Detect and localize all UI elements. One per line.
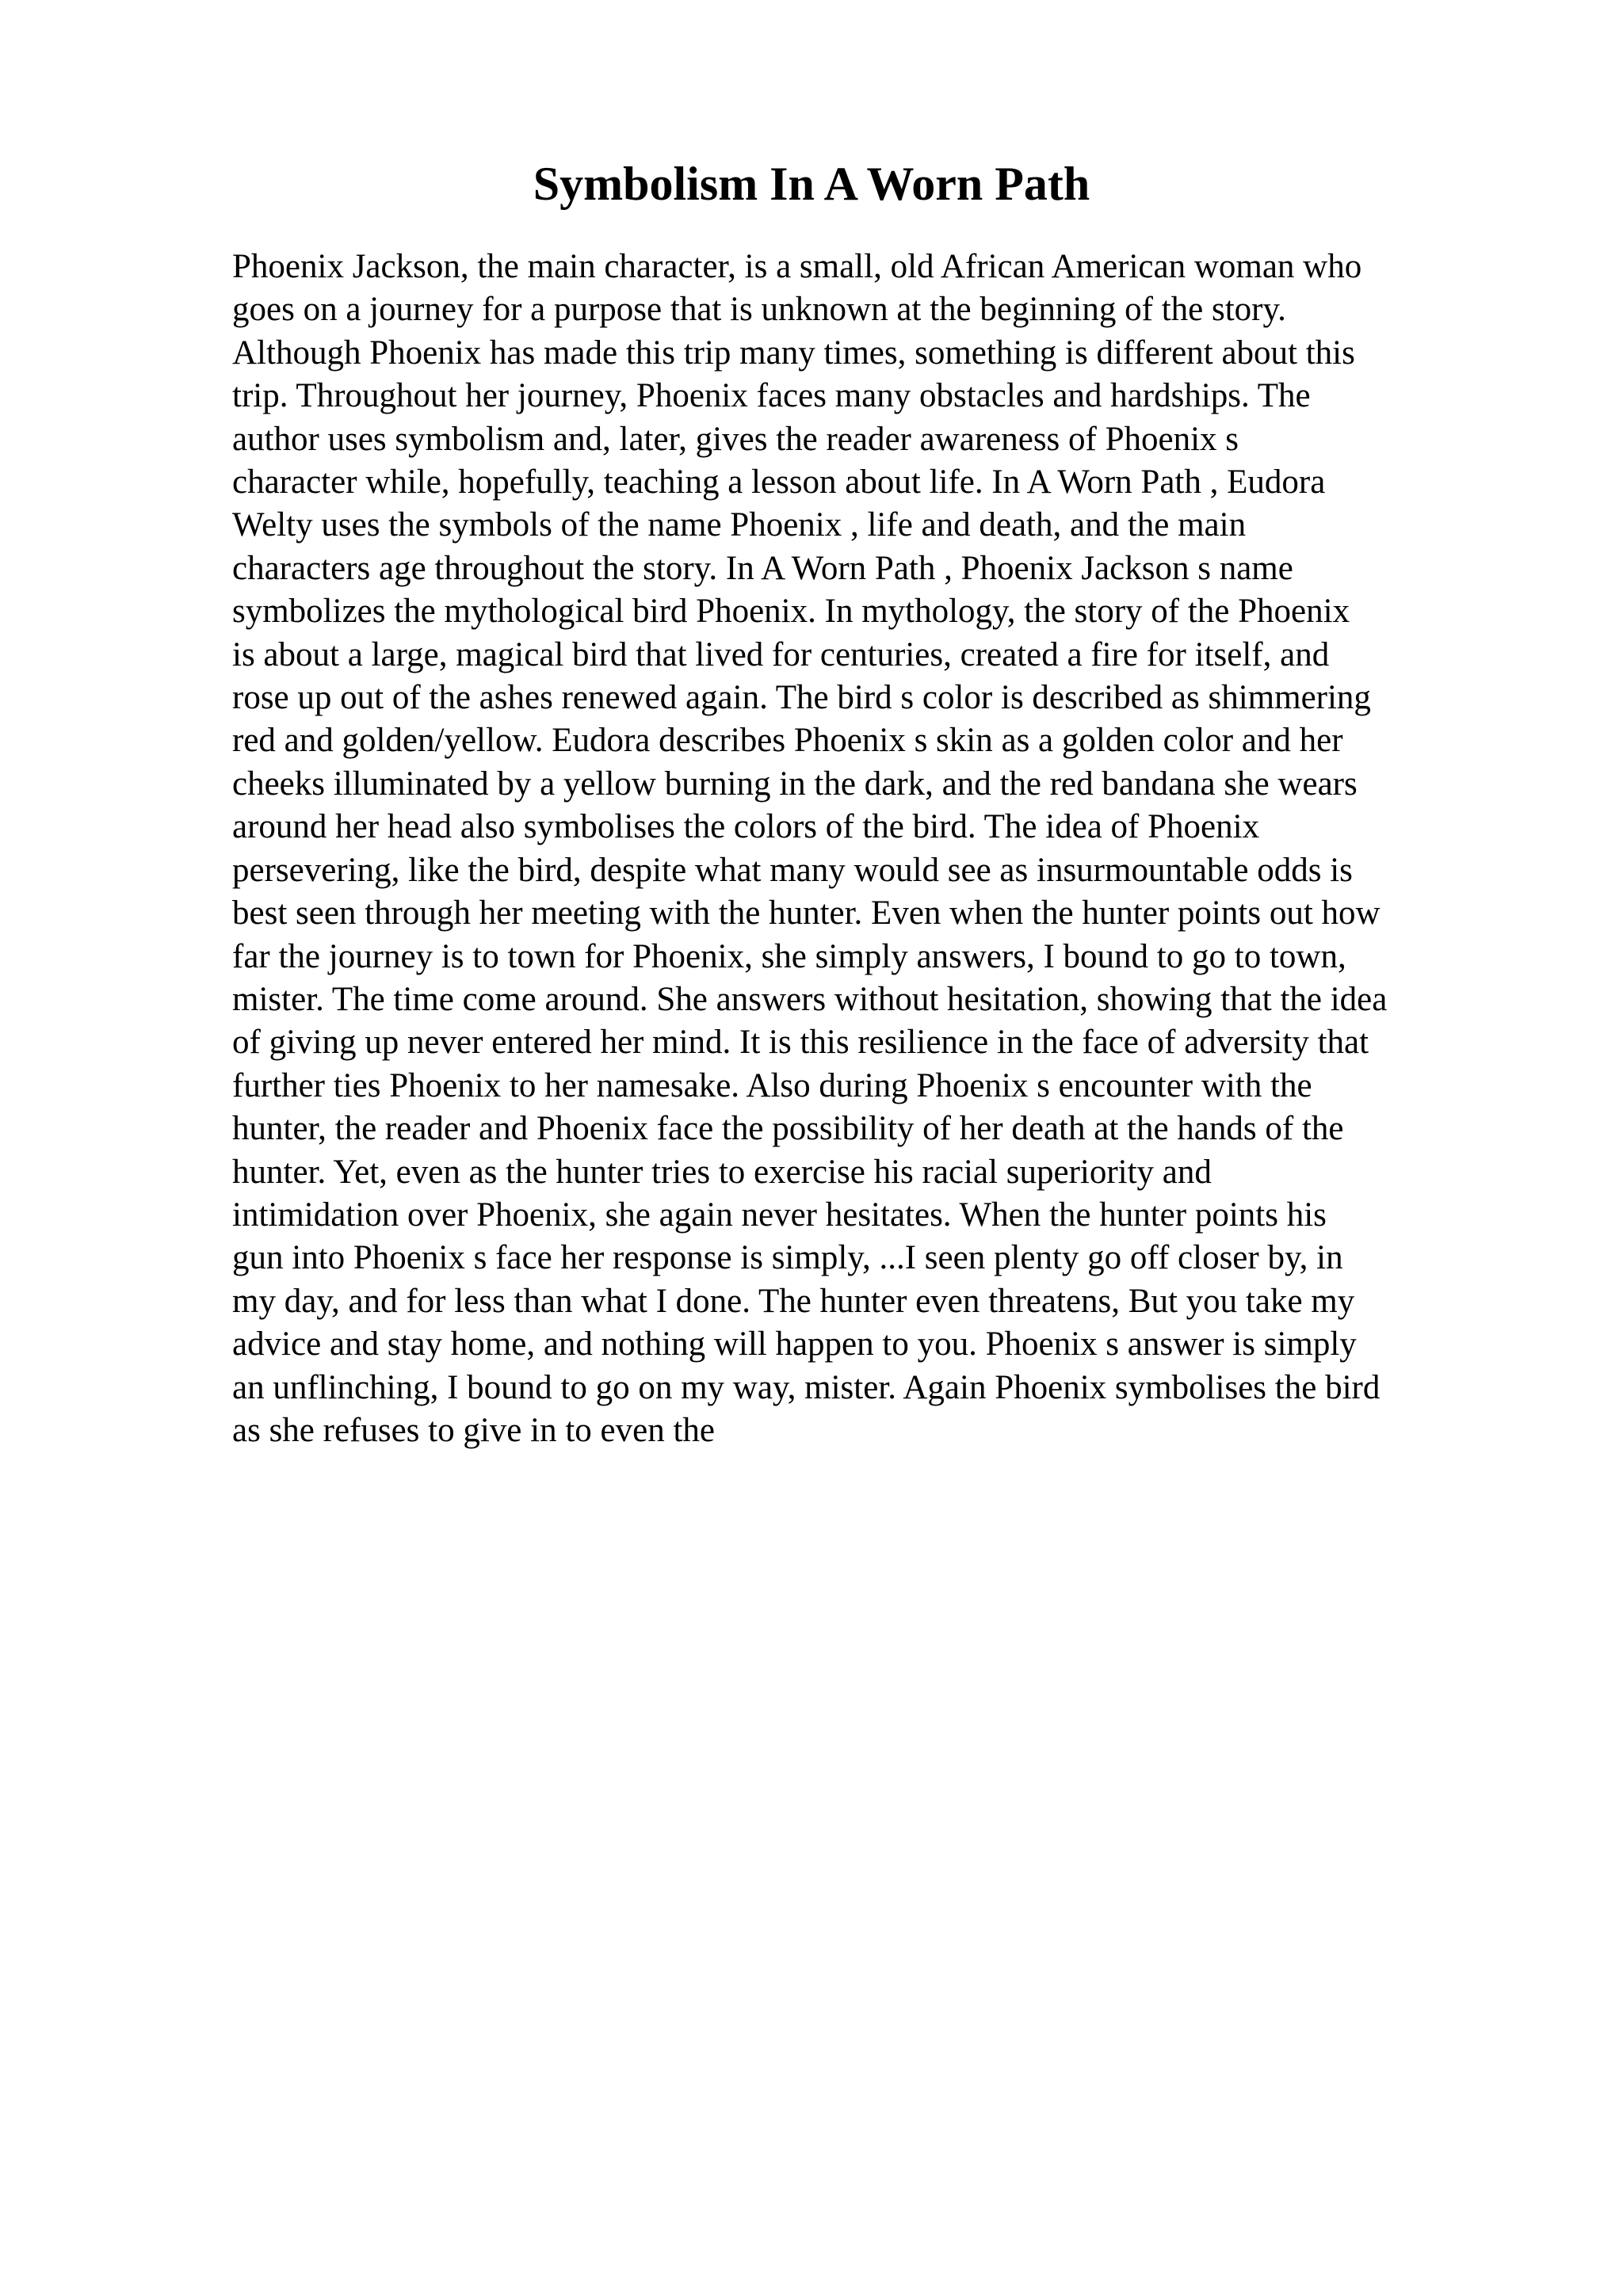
body-line: author uses symbolism and, later, gives the reader awareness of Phoenix s bbox=[232, 420, 1239, 458]
body-line: symbolizes the mythological bird Phoenix. In mythology, the story of the Phoenix bbox=[232, 593, 1350, 631]
body-line: Phoenix Jackson, the main character, is a small, old African American woman who bbox=[232, 248, 1362, 285]
body-line: goes on a journey for a purpose that is unknown at the beginning of the story. bbox=[232, 291, 1286, 329]
body-line: intimidation over Phoenix, she again never hesitates. When the hunter points his bbox=[232, 1196, 1327, 1234]
body-line: Welty uses the symbols of the name Phoenix , life and death, and the main bbox=[232, 506, 1247, 544]
body-line: advice and stay home, and nothing will happen to you. Phoenix s answer is simply bbox=[232, 1325, 1357, 1363]
body-line: gun into Phoenix s face her response is simply, ...I seen plenty go off closer by, in bbox=[232, 1239, 1343, 1277]
body-line: is about a large, magical bird that lived for centuries, created a fire for itself, and bbox=[232, 635, 1330, 673]
document-title: Symbolism In A Worn Path bbox=[533, 158, 1090, 210]
body-line: characters age throughout the story. In A Worn Path , Phoenix Jackson s name bbox=[232, 549, 1293, 587]
body-line: hunter, the reader and Phoenix face the possibility of her death at the hands of the bbox=[232, 1110, 1344, 1148]
body-line: persevering, like the bird, despite what many would see as insurmountable odds is bbox=[232, 851, 1353, 889]
body-line: an unflinching, I bound to go on my way, mister. Again Phoenix symbolises the bird bbox=[232, 1368, 1381, 1406]
document-body bbox=[232, 246, 1532, 1452]
body-line: trip. Throughout her journey, Phoenix faces many obstacles and hardships. The bbox=[232, 377, 1311, 415]
body-line: hunter. Yet, even as the hunter tries to exercise his racial superiority and bbox=[232, 1153, 1212, 1191]
body-line: best seen through her meeting with the hunter. Even when the hunter points out how bbox=[232, 894, 1381, 933]
body-line: of giving up never entered her mind. It is this resilience in the face of adversity that bbox=[232, 1024, 1369, 1062]
body-line: character while, hopefully, teaching a lesson about life. In A Worn Path , Eudora bbox=[232, 463, 1326, 502]
body-line: red and golden/yellow. Eudora describes Phoenix s skin as a golden color and her bbox=[232, 722, 1343, 760]
body-line: rose up out of the ashes renewed again. The bird s color is described as shimmering bbox=[232, 679, 1371, 717]
body-line: as she refuses to give in to even the bbox=[232, 1411, 715, 1449]
body-line: Although Phoenix has made this trip many times, something is different about this bbox=[232, 334, 1355, 372]
body-line: further ties Phoenix to her namesake. Also during Phoenix s encounter with the bbox=[232, 1066, 1312, 1104]
body-line: my day, and for less than what I done. The hunter even threatens, But you take my bbox=[232, 1282, 1355, 1320]
body-line: mister. The time come around. She answers without hesitation, showing that the idea bbox=[232, 980, 1388, 1018]
body-line: around her head also symbolises the colors of the bird. The idea of Phoenix bbox=[232, 808, 1260, 846]
body-line: cheeks illuminated by a yellow burning in the dark, and the red bandana she wears bbox=[232, 765, 1358, 803]
body-line: far the journey is to town for Phoenix, she simply answers, I bound to go to town, bbox=[232, 937, 1346, 975]
